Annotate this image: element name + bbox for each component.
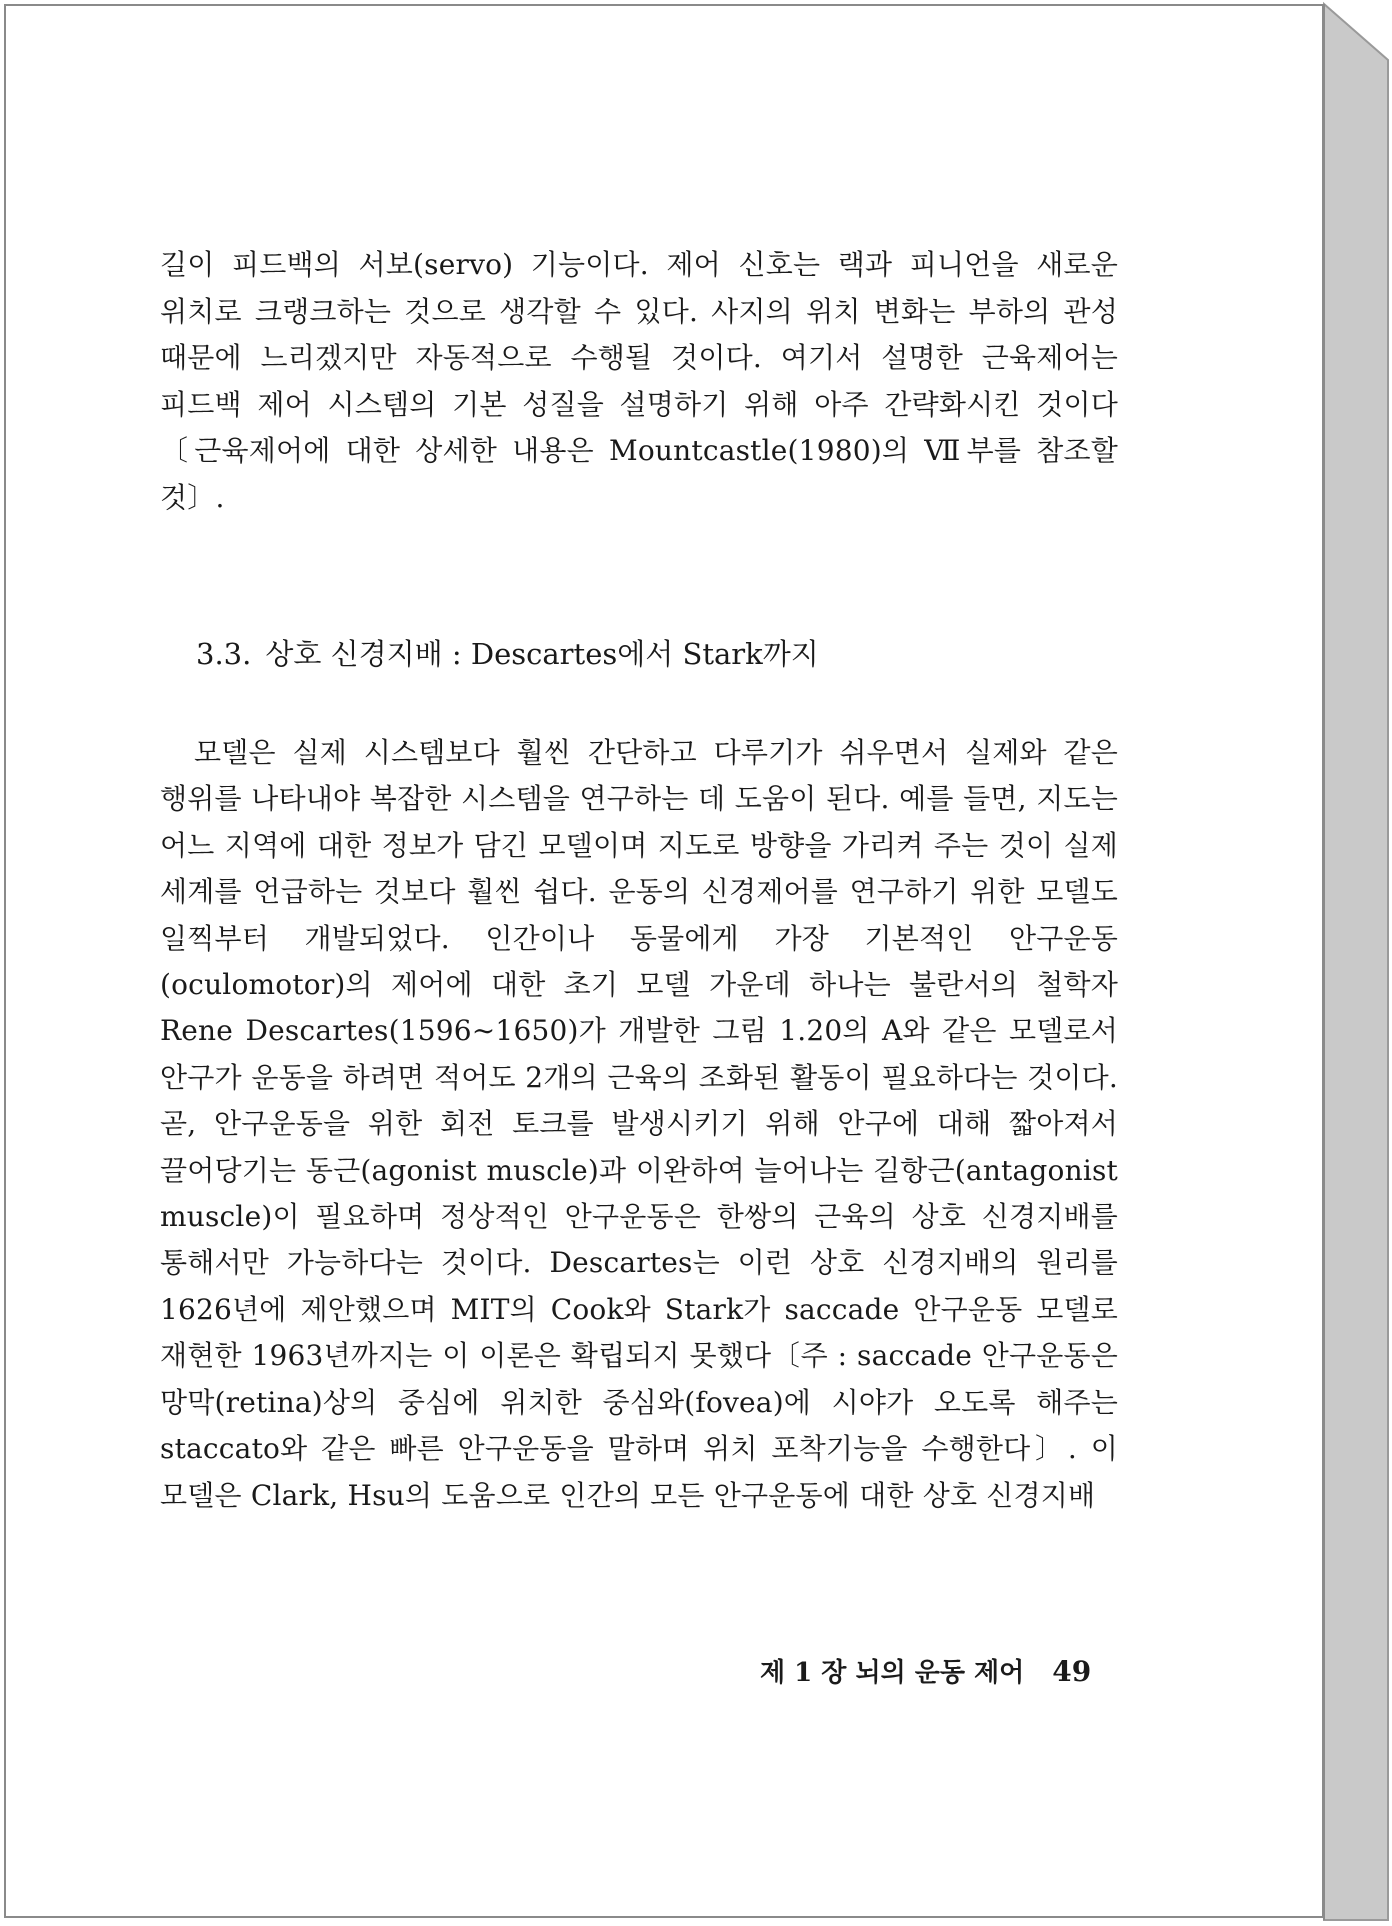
page-number: 49 xyxy=(1052,1655,1092,1688)
paragraph-continued: 길이 피드백의 서보(servo) 기능이다. 제어 신호는 랙과 피니언을 새로운 위치로 크랭크하는 것으로 생각할 수 있다. 사지의 위치 변화는 부하의 관성 때문에 느리겠지만 자동적으로 수행될 것이다. 여기서 설명한 근육제어는 피드백 제어 시스템의 기본 성질을 설명하기 위해 아주 간략화시킨 것이다〔근육제어에 대한 상세한 내용은 Mountcastle(1980)의 Ⅶ부를 참조할 것〕. xyxy=(160,248,1118,514)
running-footer-chapter: 제 1 장 뇌의 운동 제어 xyxy=(760,1658,1025,1688)
section-title: 상호 신경지배 : Descartes에서 Stark까지 xyxy=(265,637,819,671)
section-number: 3.3. xyxy=(196,637,252,671)
section-heading xyxy=(196,634,819,674)
page-footer xyxy=(760,1652,1092,1689)
paragraph-block-2 xyxy=(160,730,1118,1519)
paragraph-block-1 xyxy=(160,242,1118,521)
paragraph-body: 모델은 실제 시스템보다 훨씬 간단하고 다루기가 쉬우면서 실제와 같은 행위를 나타내야 복잡한 시스템을 연구하는 데 도움이 된다. 예를 들면, 지도는 어느 지역에 대한 정보가 담긴 모델이며 지도로 방향을 가리켜 주는 것이 실제 세계를 언급하는 것보다 훨씬 쉽다. 운동의 신경제어를 연구하기 위한 모델도 일찍부터 개발되었다. 인간이나 동물에게 가장 기본적인 안구운동(oculomotor)의 제어에 대한 초기 모델 가운데 하나는 불란서의 철학자 Rene Descartes(1596∼1650)가 개발한 그림 1.20의 A와 같은 모델로서 안구가 운동을 하려면 적어도 2개의 근육의 조화된 활동이 필요하다는 것이다. 곧, 안구운동을 위한 회전 토크를 발생시키기 위해 안구에 대해 짧아져서 끌어당기는 동근(agonist muscle)과 이완하여 늘어나는 길항근(antagonist muscle)이 필요하며 정상적인 안구운동은 한쌍의 근육의 상호 신경지배를 통해서만 가능하다는 것이다. Descartes는 이런 상호 신경지배의 원리를 1626년에 제안했으며 MIT의 Cook와 Stark가 saccade 안구운동 모델로 재현한 1963년까지는 이 이론은 확립되지 못했다〔주 : saccade 안구운동은 망막(retina)상의 중심에 위치한 중심와(fovea)에 시야가 오도록 해주는 staccato와 같은 빠른 안구운동을 말하며 위치 포착기능을 수행한다〕. 이 모델은 Clark, Hsu의 도움으로 인간의 모든 안구운동에 대한 상호 신경지배 xyxy=(160,736,1118,1512)
